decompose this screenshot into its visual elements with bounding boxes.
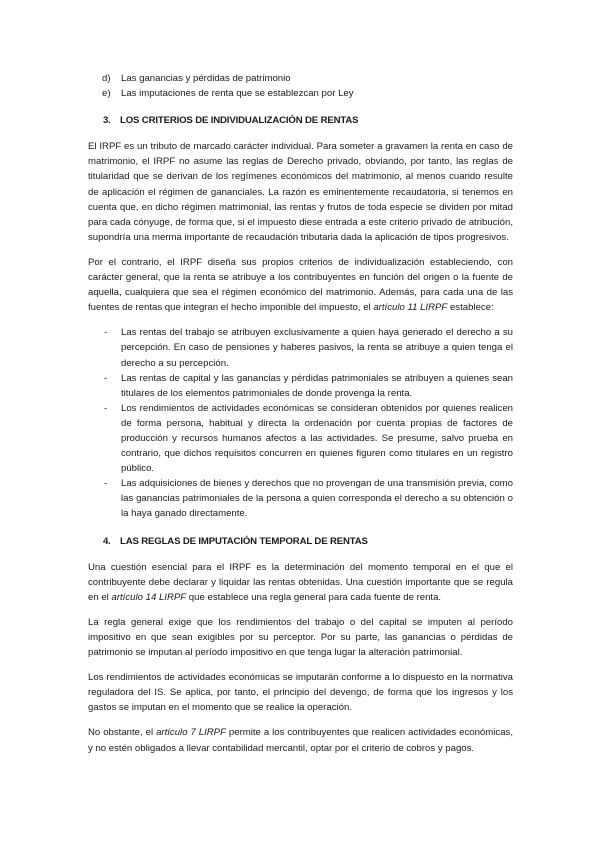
law-reference: artículo 14 LIRPF: [111, 591, 187, 603]
list-item-text: Las ganancias y pérdidas de patrimonio: [121, 73, 291, 84]
list-item-label: d): [102, 73, 111, 84]
dash-bullet-icon: -: [104, 478, 108, 490]
paragraph-text: establece:: [447, 302, 494, 314]
paragraph-text: Por el contrario, el IRPF diseña sus propios criterios de individualización estableciendo, con carácter general, que la renta se atribuye a los contribuyentes en función del origen o la fuente de aquella, cualquiera que sea el régimen económico del matrimonio. Además, para cada una de las fuentes de rentas que integran el hecho imponible del impuesto, el: [88, 256, 513, 314]
list-item: [88, 371, 513, 401]
list-item-text: Las adquisiciones de bienes y derechos que no provengan de una transmisión previa, como las ganancias patrimoniales de la persona a quien corresponda el derecho a su obtención o la haya ganado directamente.: [121, 478, 513, 520]
section-number: 3.: [103, 115, 111, 127]
section-title: LOS CRITERIOS DE INDIVIDUALIZACIÓN DE RENTAS: [120, 115, 359, 127]
list-item-text: Los rendimientos de actividades económicas se consideran obtenidos por quienes realicen de forma persona, habitual y directa la ordenación por cuenta propias de factores de producción y recursos humanos afectos a las actividades. Se presume, salvo prueba en contrario, que dichos requisitos concurren en quienes figuren como titulares en un registro público.: [121, 402, 513, 475]
list-item: [88, 325, 513, 370]
section-4-paragraph-2: La regla general exige que los rendimientos del trabajo o del capital se imputen al período impositivo en que sean exigibles por su perceptor. Por su parte, las ganancias o pérdidas de patrimonio se imputan al período impositivo en que tenga lugar la alteración patrimonial.: [88, 616, 513, 659]
list-item: [88, 476, 513, 521]
list-item-text: Las rentas del trabajo se atribuyen exclusivamente a quien haya generado el derecho a su percepción. En caso de pensiones y haberes pasivos, la renta se atribuye a quien tenga el derecho a su percepción.: [121, 327, 513, 369]
list-item-text: Las imputaciones de renta que se establezcan por Ley: [121, 88, 354, 100]
paragraph-text: Una cuestión esencial para el IRPF es la determinación del momento temporal en el que el contribuyente debe declarar y liquidar las rentas obtenidas. Una cuestión importante que se regula en el: [88, 561, 513, 603]
list-item: [88, 401, 513, 476]
income-components-list: [88, 71, 513, 101]
section-4-paragraph-4: [88, 725, 513, 755]
document-page: [88, 71, 513, 766]
law-reference: artículo 11 LIRPF: [373, 302, 448, 314]
attribution-rules-list: [88, 325, 513, 521]
list-item-text: Las rentas de capital y las ganancias y pérdidas patrimoniales se atribuyen a quienes sean titulares de los elementos patrimoniales de donde provenga la renta.: [121, 372, 513, 399]
dash-bullet-icon: -: [104, 402, 108, 414]
dash-bullet-icon: -: [104, 372, 108, 384]
section-4-heading: [88, 534, 513, 549]
list-item: [88, 86, 513, 101]
paragraph-text: permite a los contribuyentes que realicen actividades económicas, y no estén obligados a llevar contabilidad mercantil, optar por el criterio de cobros y pagos.: [88, 727, 513, 754]
list-item-label: e): [102, 88, 111, 100]
section-3-paragraph-1: El IRPF es un tributo de marcado carácter individual. Para someter a gravamen la renta en caso de matrimonio, el IRPF no asume las reglas de Derecho privado, obviando, por tanto, las reglas de titularidad que se derivan de los regímenes económicos del matrimonio, al menos cuando resulte de aplicación el régimen de gananciales. La razón es eminentemente recaudatoria, si tenemos en cuenta que, en dicho régimen matrimonial, las rentas y frutos de toda especie se dividen por mitad para cada cónyuge, de forma que, si el impuesto diese entrada a este criterio privado de atribución, supondría una merma importante de recaudación tributaria dada la aplicación de tipos progresivos.: [88, 141, 513, 243]
section-number: 4.: [103, 535, 111, 547]
section-4-paragraph-1: [88, 560, 513, 605]
section-3-heading: [88, 113, 513, 128]
paragraph-text: No obstante, el: [88, 727, 157, 739]
law-reference: artículo 7 LIRPF: [156, 727, 226, 739]
section-3-paragraph-2: [88, 255, 513, 315]
section-4-paragraph-3: Los rendimientos de actividades económicas se imputarán conforme a lo dispuesto en la normativa reguladora del IS. Se aplica, por tanto, el principio del devengo, de forma que los ingresos y los gastos se imputan en el momento que se realice la operación.: [88, 672, 513, 714]
section-title: LAS REGLAS DE IMPUTACIÓN TEMPORAL DE RENTAS: [120, 535, 368, 547]
dash-bullet-icon: -: [104, 327, 108, 339]
paragraph-text: que establece una regla general para cada fuente de renta.: [186, 591, 442, 603]
list-item: [88, 71, 513, 86]
